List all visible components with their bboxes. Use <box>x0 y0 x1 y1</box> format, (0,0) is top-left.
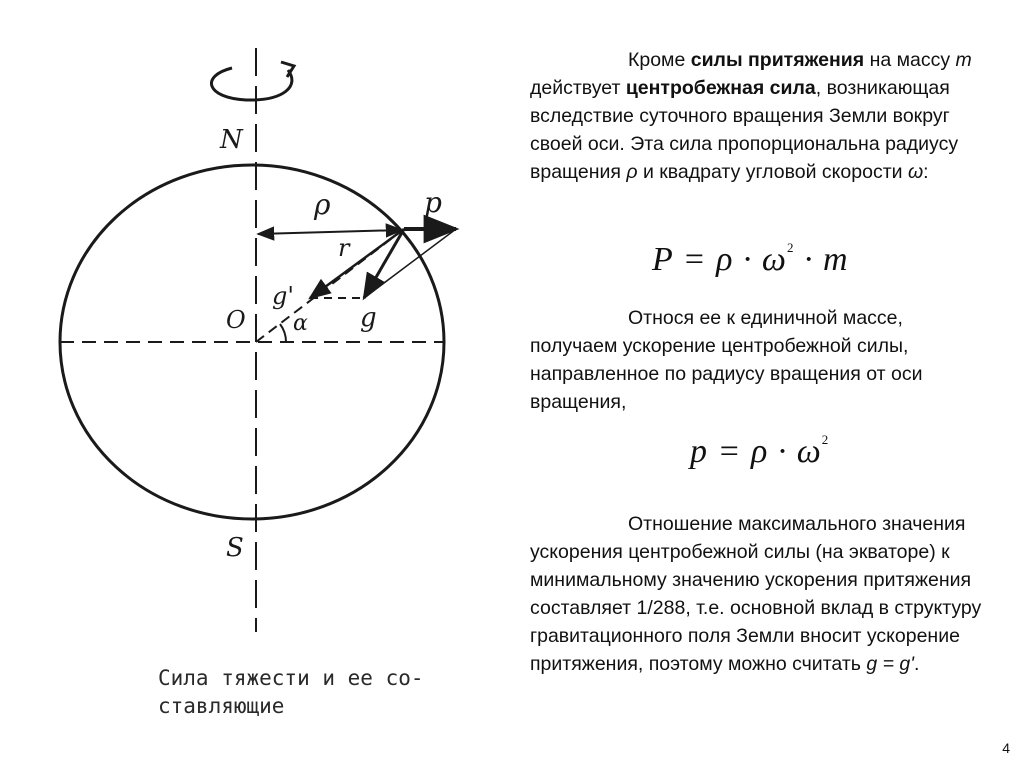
p1-bold-centrifugal: центробежная сила <box>625 77 816 99</box>
formula-acceleration-exponent: 2 <box>821 432 830 447</box>
p3-text-1: Отношение максимального значения ускорения центробежной силы (на экваторе) к минимальному значению ускорения притяжения составляет 1/288, т.е. основной вклад в структуру гравитационного поля Земли вносит ускорение притяжения, поэтому можно считать <box>530 513 982 675</box>
p1-text-6: : <box>923 161 929 183</box>
formula-force <box>652 240 849 279</box>
figure-caption: Сила тяжести и ее со- ставляющие <box>158 666 424 718</box>
rho-vector <box>258 230 402 234</box>
p1-mass-symbol: m <box>955 49 972 71</box>
gravity-diagram <box>0 0 520 660</box>
p1-text-4: , возникающая вследствие суточного вращения Земли вокруг своей оси. Эта сила пропорциональна радиусу вращения <box>530 77 959 183</box>
rho-label: ρ <box>314 188 331 221</box>
alpha-label: α <box>293 311 308 336</box>
formula-force-lhs: P = ρ · ω <box>652 241 787 278</box>
p2-text: Относя ее к единичной массе, получаем ускорение центробежной силы, направленное по радиусу вращения от оси вращения, <box>530 307 923 413</box>
p1-text-3: действует <box>530 77 626 99</box>
paragraph-unit-mass <box>530 304 990 416</box>
g-vector <box>364 229 404 298</box>
g-label: g <box>360 303 377 333</box>
p1-bold-attraction: силы притяжения <box>690 49 865 71</box>
formula-force-rhs: · m <box>794 241 849 278</box>
formula-acceleration <box>690 432 829 471</box>
center-label: O <box>226 306 246 334</box>
paragraph-ratio <box>530 510 990 678</box>
p-label: p <box>424 186 442 219</box>
alpha-arc <box>280 324 286 342</box>
formula-acceleration-lhs: p = ρ · ω <box>690 433 822 470</box>
paragraph-centrifugal-force <box>530 46 990 186</box>
p1-omega-symbol: ω <box>907 161 924 183</box>
g-prime-vector <box>310 229 404 298</box>
g-prime-label: g' <box>272 282 294 310</box>
south-label: S <box>226 533 244 563</box>
page-number: 4 <box>1002 740 1010 756</box>
rotation-arrow-icon <box>211 62 294 100</box>
r-label: r <box>338 234 350 262</box>
p1-text-2: на массу <box>864 49 956 71</box>
p3-text-2: . <box>913 653 920 675</box>
p1-text-5: и квадрату угловой скорости <box>637 161 908 183</box>
p1-rho-symbol: ρ <box>626 161 638 183</box>
p3-equation: g = g' <box>866 653 914 675</box>
formula-force-exponent: 2 <box>786 240 795 255</box>
north-label: N <box>220 125 243 155</box>
p1-text-1: Кроме <box>628 49 691 71</box>
